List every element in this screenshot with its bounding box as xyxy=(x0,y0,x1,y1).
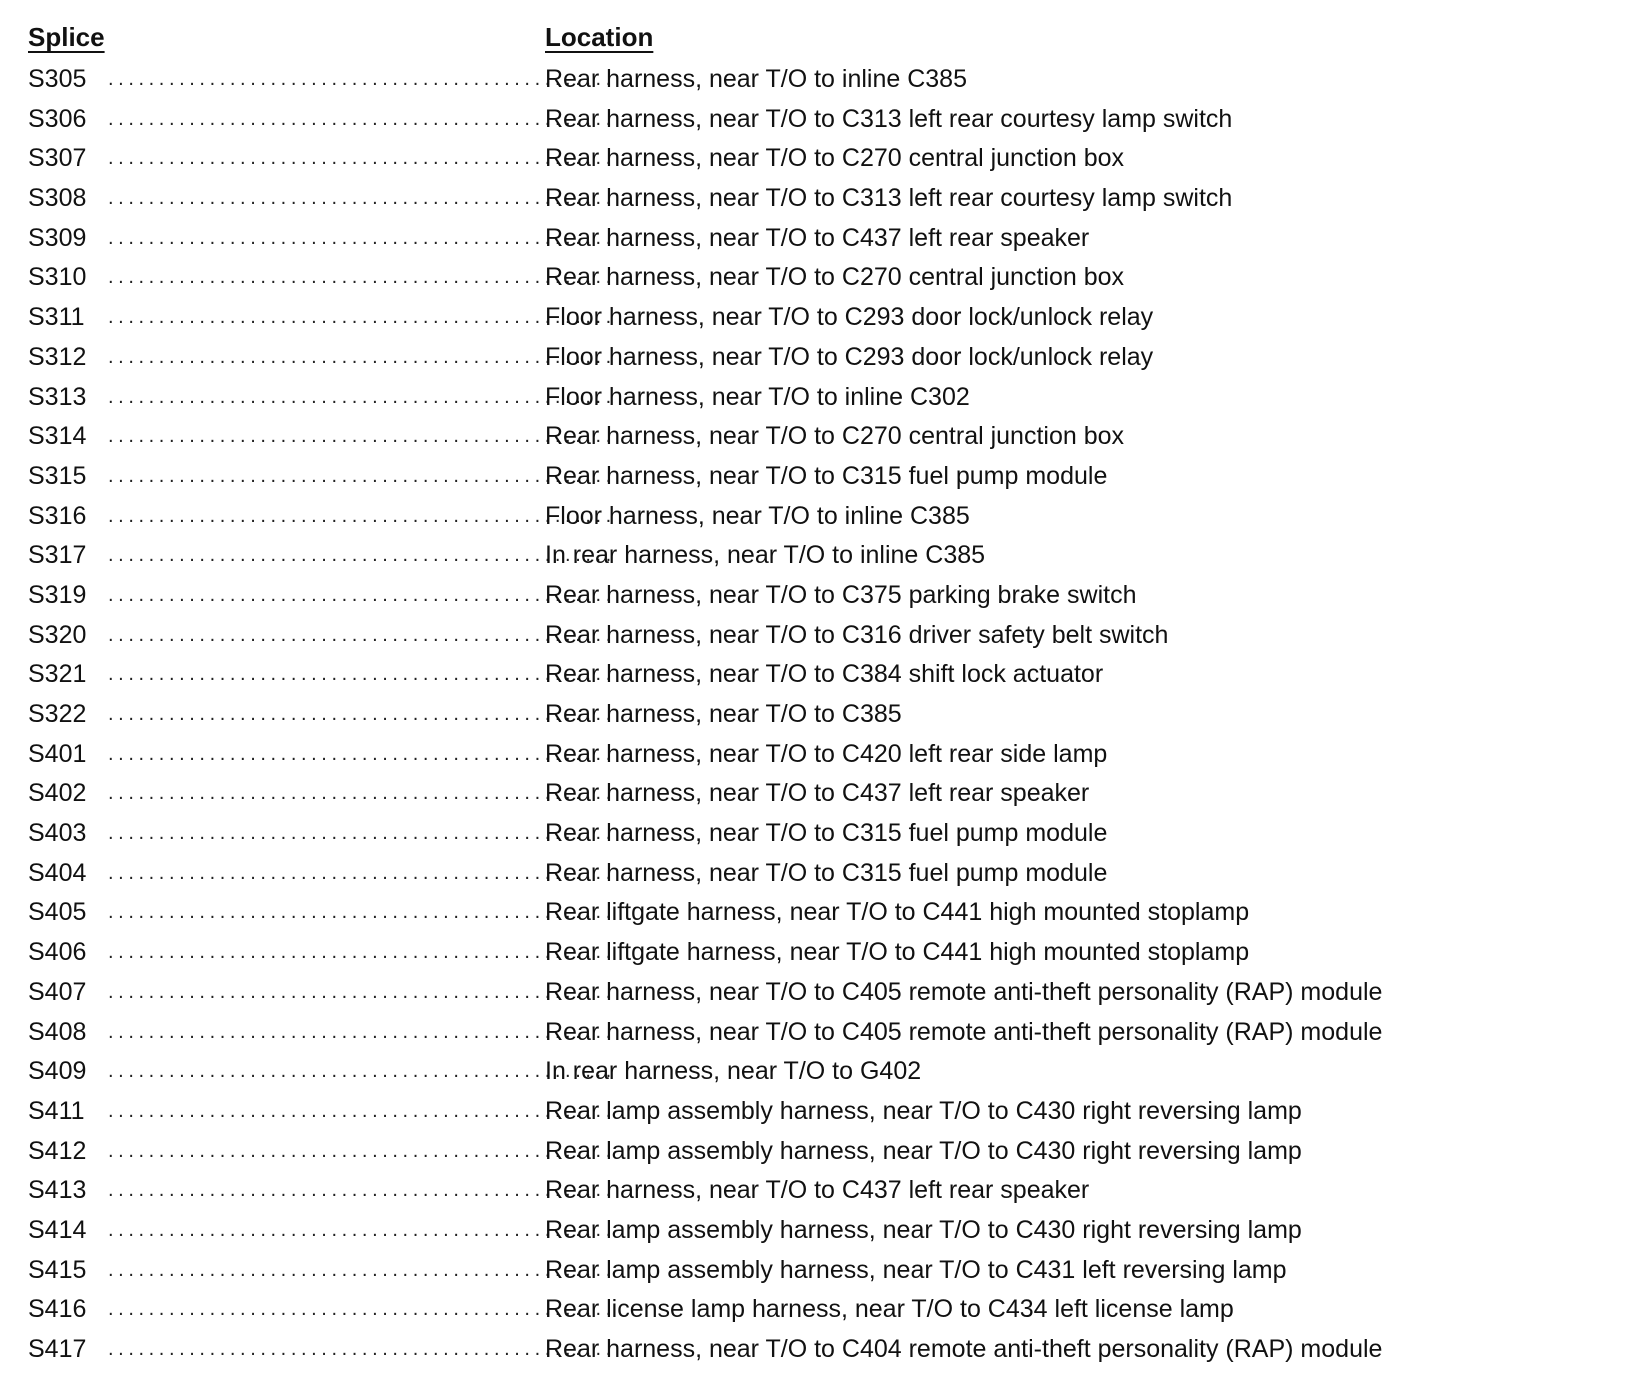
splice-id: S317 xyxy=(28,541,87,570)
splice-location: Floor harness, near T/O to inline C302 xyxy=(545,382,970,411)
table-row xyxy=(28,774,1608,814)
splice-location: Floor harness, near T/O to inline C385 xyxy=(545,501,970,530)
splice-location: Rear harness, near T/O to C315 fuel pump module xyxy=(545,819,1108,848)
splice-location: Rear lamp assembly harness, near T/O to C430 right reversing lamp xyxy=(545,1096,1302,1125)
splice-location: Rear harness, near T/O to C315 fuel pump module xyxy=(545,461,1108,490)
splice-id: S417 xyxy=(28,1335,87,1363)
splice-id: S406 xyxy=(28,938,87,967)
splice-id: S308 xyxy=(28,184,87,213)
dot-leader: .................................................. xyxy=(108,1338,616,1360)
table-row xyxy=(28,179,1608,219)
table-row xyxy=(28,933,1608,973)
table-row xyxy=(28,1092,1608,1132)
splice-location: Rear harness, near T/O to C270 central junction box xyxy=(545,263,1125,292)
splice-id: S321 xyxy=(28,660,87,689)
splice-location: Rear harness, near T/O to C375 parking brake switch xyxy=(545,580,1137,609)
dot-leader: .................................................. xyxy=(108,425,616,448)
dot-leader: .................................................. xyxy=(108,1298,616,1321)
splice-location: Floor harness, near T/O to C293 door lock/unlock relay xyxy=(545,342,1154,371)
splice-id: S404 xyxy=(28,858,87,887)
splice-location: Rear harness, near T/O to C315 fuel pump module xyxy=(545,858,1108,887)
dot-leader: .................................................. xyxy=(108,306,616,329)
dot-leader: .................................................. xyxy=(108,663,616,686)
table-row xyxy=(28,497,1608,537)
splice-location: Rear lamp assembly harness, near T/O to C431 left reversing lamp xyxy=(545,1255,1287,1284)
splice-id: S310 xyxy=(28,263,87,292)
table-row xyxy=(28,616,1608,656)
dot-leader: .................................................. xyxy=(108,187,616,210)
dot-leader: .................................................. xyxy=(108,980,616,1003)
dot-leader: .................................................. xyxy=(108,107,616,130)
splice-location: Rear harness, near T/O to C316 driver safety belt switch xyxy=(545,620,1169,649)
splice-location: Rear harness, near T/O to C437 left rear speaker xyxy=(545,779,1090,808)
splice-id: S315 xyxy=(28,461,87,490)
table-row xyxy=(28,1052,1608,1092)
dot-leader: .................................................. xyxy=(108,1060,616,1083)
splice-id: S412 xyxy=(28,1136,87,1165)
table-row xyxy=(28,893,1608,933)
splice-location: Rear harness, near T/O to C385 xyxy=(545,700,902,728)
dot-leader: .................................................. xyxy=(108,1139,616,1162)
splice-location: Rear harness, near T/O to C437 left rear speaker xyxy=(545,223,1090,252)
location-column-header: Location xyxy=(545,22,654,52)
table-row xyxy=(28,338,1608,378)
splice-location: Rear harness, near T/O to C420 left rear side lamp xyxy=(545,739,1108,768)
splice-id: S306 xyxy=(28,104,87,133)
table-row xyxy=(28,457,1608,497)
splice-id: S313 xyxy=(28,382,87,411)
splice-id: S307 xyxy=(28,144,87,173)
dot-leader: .................................................. xyxy=(108,1179,616,1202)
splice-id: S405 xyxy=(28,898,87,927)
dot-leader: .................................................. xyxy=(108,544,616,567)
table-row xyxy=(28,536,1608,576)
table-row xyxy=(28,1013,1608,1053)
splice-location: Rear license lamp harness, near T/O to C434 left license lamp xyxy=(545,1295,1234,1324)
dot-leader: .................................................. xyxy=(108,583,616,606)
table-row xyxy=(28,814,1608,854)
table-row xyxy=(28,695,1608,735)
splice-location: In rear harness, near T/O to G402 xyxy=(545,1057,922,1086)
dot-leader: .................................................. xyxy=(108,226,616,249)
table-row xyxy=(28,655,1608,695)
dot-leader: .................................................. xyxy=(108,1218,616,1241)
dot-leader: .................................................. xyxy=(108,464,616,487)
dot-leader: .................................................. xyxy=(108,822,616,845)
splice-id: S416 xyxy=(28,1295,87,1324)
splice-location: Rear harness, near T/O to C270 central junction box xyxy=(545,422,1125,451)
dot-leader: .................................................. xyxy=(108,742,616,765)
splice-location: Rear liftgate harness, near T/O to C441 high mounted stoplamp xyxy=(545,938,1250,967)
splice-location: Rear harness, near T/O to inline C385 xyxy=(545,65,967,93)
dot-leader: .................................................. xyxy=(108,1020,616,1043)
splice-id: S409 xyxy=(28,1057,87,1086)
splice-id: S309 xyxy=(28,223,87,252)
splice-location: Rear lamp assembly harness, near T/O to C430 right reversing lamp xyxy=(545,1136,1302,1165)
splice-id: S415 xyxy=(28,1255,87,1284)
table-row xyxy=(28,417,1608,457)
splice-id: S403 xyxy=(28,819,87,848)
splice-id: S413 xyxy=(28,1176,87,1205)
splice-location: Rear harness, near T/O to C404 remote anti-theft personality (RAP) module xyxy=(545,1335,1383,1363)
table-row xyxy=(28,258,1608,298)
splice-id: S305 xyxy=(28,65,87,93)
table-row xyxy=(28,576,1608,616)
table-row xyxy=(28,973,1608,1013)
splice-id: S322 xyxy=(28,700,87,728)
dot-leader: .................................................. xyxy=(108,941,616,964)
dot-leader: .................................................. xyxy=(108,1258,616,1281)
splice-location: Rear harness, near T/O to C437 left rear speaker xyxy=(545,1176,1090,1205)
splice-location: Rear harness, near T/O to C270 central junction box xyxy=(545,144,1125,173)
dot-leader: .................................................. xyxy=(108,861,616,884)
dot-leader: .................................................. xyxy=(108,623,616,646)
dot-leader: .................................................. xyxy=(108,901,616,924)
table-row xyxy=(28,1251,1608,1291)
dot-leader: .................................................. xyxy=(108,703,616,725)
splice-location: In rear harness, near T/O to inline C385 xyxy=(545,541,986,570)
table-row xyxy=(28,139,1608,179)
dot-leader: .................................................. xyxy=(108,345,616,368)
splice-location: Rear harness, near T/O to C313 left rear courtesy lamp switch xyxy=(545,104,1233,133)
table-row xyxy=(28,60,1608,100)
dot-leader: .................................................. xyxy=(108,147,616,170)
splice-id: S312 xyxy=(28,342,87,371)
dot-leader: .................................................. xyxy=(108,68,616,90)
splice-id: S411 xyxy=(28,1096,85,1125)
splice-id: S414 xyxy=(28,1215,87,1244)
table-row xyxy=(28,1132,1608,1172)
splice-location: Rear harness, near T/O to C384 shift lock actuator xyxy=(545,660,1104,689)
table-row xyxy=(28,100,1608,140)
table-row xyxy=(28,1211,1608,1251)
splice-id: S401 xyxy=(28,739,87,768)
splice-id: S319 xyxy=(28,580,87,609)
table-row xyxy=(28,1290,1608,1330)
splice-location: Rear lamp assembly harness, near T/O to C430 right reversing lamp xyxy=(545,1215,1302,1244)
dot-leader: .................................................. xyxy=(108,266,616,289)
dot-leader: .................................................. xyxy=(108,1099,616,1122)
splice-column-header: Splice xyxy=(28,22,105,52)
splice-location: Rear liftgate harness, near T/O to C441 high mounted stoplamp xyxy=(545,898,1250,927)
splice-location: Floor harness, near T/O to C293 door lock/unlock relay xyxy=(545,303,1154,332)
splice-id: S402 xyxy=(28,779,87,808)
table-header xyxy=(28,20,1588,56)
table-row xyxy=(28,735,1608,775)
splice-location: Rear harness, near T/O to C405 remote anti-theft personality (RAP) module xyxy=(545,1017,1383,1046)
table-row xyxy=(28,219,1608,259)
splice-id: S311 xyxy=(28,303,85,332)
splice-id: S408 xyxy=(28,1017,87,1046)
splice-id: S314 xyxy=(28,422,87,451)
table-row xyxy=(28,1330,1608,1370)
table-row xyxy=(28,854,1608,894)
splice-id: S316 xyxy=(28,501,87,530)
table-row xyxy=(28,1171,1608,1211)
dot-leader: .................................................. xyxy=(108,782,616,805)
splice-location: Rear harness, near T/O to C405 remote anti-theft personality (RAP) module xyxy=(545,977,1383,1006)
dot-leader: .................................................. xyxy=(108,385,616,408)
table-row xyxy=(28,298,1608,338)
splice-id: S320 xyxy=(28,620,87,649)
table-row xyxy=(28,378,1608,418)
splice-location: Rear harness, near T/O to C313 left rear courtesy lamp switch xyxy=(545,184,1233,213)
table-body xyxy=(28,60,1608,1370)
splice-id: S407 xyxy=(28,977,87,1006)
dot-leader: .................................................. xyxy=(108,504,616,527)
